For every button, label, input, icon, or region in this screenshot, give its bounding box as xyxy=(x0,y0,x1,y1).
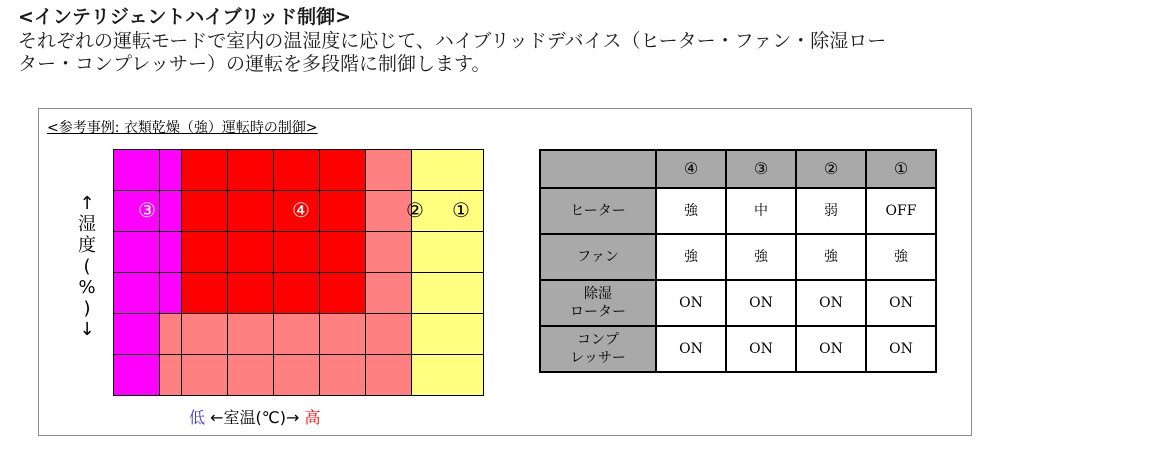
heatmap-cell xyxy=(365,231,412,273)
table-row-dehumidifier-rotor xyxy=(540,280,936,326)
heatmap-cell xyxy=(181,231,228,273)
table-row-heater xyxy=(540,188,936,234)
table-cell: ON xyxy=(656,326,726,372)
heatmap-cell xyxy=(113,313,160,355)
table-cell: 強 xyxy=(726,234,796,280)
temp-low-label: 低 xyxy=(189,408,206,427)
humidity-axis-label xyxy=(77,193,97,340)
table-cell: ON xyxy=(726,326,796,372)
table-cell: ON xyxy=(866,280,936,326)
control-zone-heatmap xyxy=(113,149,483,395)
heatmap-cell xyxy=(273,231,320,273)
table-header-row xyxy=(540,150,936,188)
y-axis-char: ( xyxy=(83,256,91,277)
heatmap-cell xyxy=(411,272,484,314)
table-header-cell: ③ xyxy=(726,150,796,188)
table-corner-cell xyxy=(540,150,656,188)
table-header-cell: ② xyxy=(796,150,866,188)
description-line-1: それぞれの運転モードで室内の温湿度に応じて、ハイブリッドデバイス（ヒーター・ファン・除湿ロー xyxy=(18,30,887,52)
heatmap-cell xyxy=(159,272,182,314)
temp-high-label: 高 xyxy=(304,408,321,427)
heatmap-cell xyxy=(365,354,412,396)
heatmap-cell xyxy=(181,313,228,355)
device-control-table xyxy=(539,149,937,373)
row-label-text: ヒーター xyxy=(570,203,626,219)
y-axis-char: 度 xyxy=(78,235,96,256)
row-label-text: コンプ xyxy=(577,332,619,348)
heatmap-cell xyxy=(411,149,484,191)
table-cell: 強 xyxy=(796,234,866,280)
heatmap-cell xyxy=(227,231,274,273)
table-cell: ON xyxy=(796,326,866,372)
heatmap-cell xyxy=(319,190,366,232)
heatmap-cell xyxy=(319,354,366,396)
table-cell: ON xyxy=(866,326,936,372)
heatmap-cell xyxy=(181,190,228,232)
y-axis-char: ↓ xyxy=(79,319,95,340)
table-header-cell: ④ xyxy=(656,150,726,188)
heatmap-cell xyxy=(365,313,412,355)
description-line-2: ター・コンプレッサー）の運転を多段階に制御します。 xyxy=(18,53,491,75)
heatmap-cell xyxy=(181,149,228,191)
temp-axis-text: ←室温(℃)→ xyxy=(210,408,300,427)
heatmap-cell xyxy=(227,313,274,355)
heatmap-cell xyxy=(273,354,320,396)
table-cell: OFF xyxy=(866,188,936,234)
table-cell: 強 xyxy=(656,234,726,280)
table-cell: ON xyxy=(656,280,726,326)
heatmap-cell xyxy=(159,354,182,396)
heatmap-cell xyxy=(113,231,160,273)
heatmap-cell xyxy=(159,149,182,191)
figure-caption: <参考事例: 衣類乾燥（強）運転時の制御> xyxy=(47,120,318,136)
y-axis-char: ) xyxy=(83,298,91,319)
y-axis-char: % xyxy=(78,277,96,298)
heatmap-cell xyxy=(227,272,274,314)
heatmap-cell xyxy=(227,354,274,396)
heatmap-cell xyxy=(159,190,182,232)
heatmap-cell xyxy=(365,149,412,191)
heatmap-cell xyxy=(411,354,484,396)
zone-label-z2: ② xyxy=(406,198,424,222)
table-cell: 強 xyxy=(866,234,936,280)
table-cell: ON xyxy=(796,280,866,326)
figure-panel xyxy=(38,108,972,436)
table-row-compressor xyxy=(540,326,936,372)
row-label-heater xyxy=(540,188,656,234)
row-label-compressor xyxy=(540,326,656,372)
row-label-dehumidifier-rotor xyxy=(540,280,656,326)
row-label-text: 除湿 xyxy=(584,286,612,302)
heatmap-cell xyxy=(273,313,320,355)
section-description xyxy=(18,30,1158,76)
temperature-axis-label xyxy=(189,405,321,428)
heatmap-cell xyxy=(411,313,484,355)
heatmap-cell xyxy=(181,354,228,396)
heatmap-cell xyxy=(365,272,412,314)
heatmap-cell xyxy=(113,354,160,396)
table-row-fan xyxy=(540,234,936,280)
heatmap-cell xyxy=(319,313,366,355)
row-label-text: レッサー xyxy=(570,350,626,366)
section-heading: <インテリジェントハイブリッド制御> xyxy=(18,6,351,28)
row-label-fan xyxy=(540,234,656,280)
table-cell: 弱 xyxy=(796,188,866,234)
row-label-text: ファン xyxy=(577,249,619,265)
zone-label-z4: ④ xyxy=(292,198,310,222)
heatmap-cell xyxy=(159,231,182,273)
heatmap-cell xyxy=(319,149,366,191)
row-label-text: ローター xyxy=(570,304,626,320)
heatmap-cell xyxy=(181,272,228,314)
heatmap-cell xyxy=(227,149,274,191)
zone-label-z1: ① xyxy=(452,198,470,222)
table-cell: 中 xyxy=(726,188,796,234)
heatmap-cell xyxy=(273,272,320,314)
heatmap-cell xyxy=(319,272,366,314)
heatmap-cell xyxy=(411,231,484,273)
heatmap-cell xyxy=(273,149,320,191)
y-axis-char: 湿 xyxy=(78,214,96,235)
table-cell: ON xyxy=(726,280,796,326)
table-header-cell: ① xyxy=(866,150,936,188)
zone-label-z3: ③ xyxy=(138,198,156,222)
heatmap-cell xyxy=(227,190,274,232)
heatmap-cell xyxy=(319,231,366,273)
heatmap-cell xyxy=(113,149,160,191)
heatmap-cell xyxy=(159,313,182,355)
y-axis-char: ↑ xyxy=(79,193,95,214)
heatmap-cell xyxy=(113,272,160,314)
table-cell: 強 xyxy=(656,188,726,234)
